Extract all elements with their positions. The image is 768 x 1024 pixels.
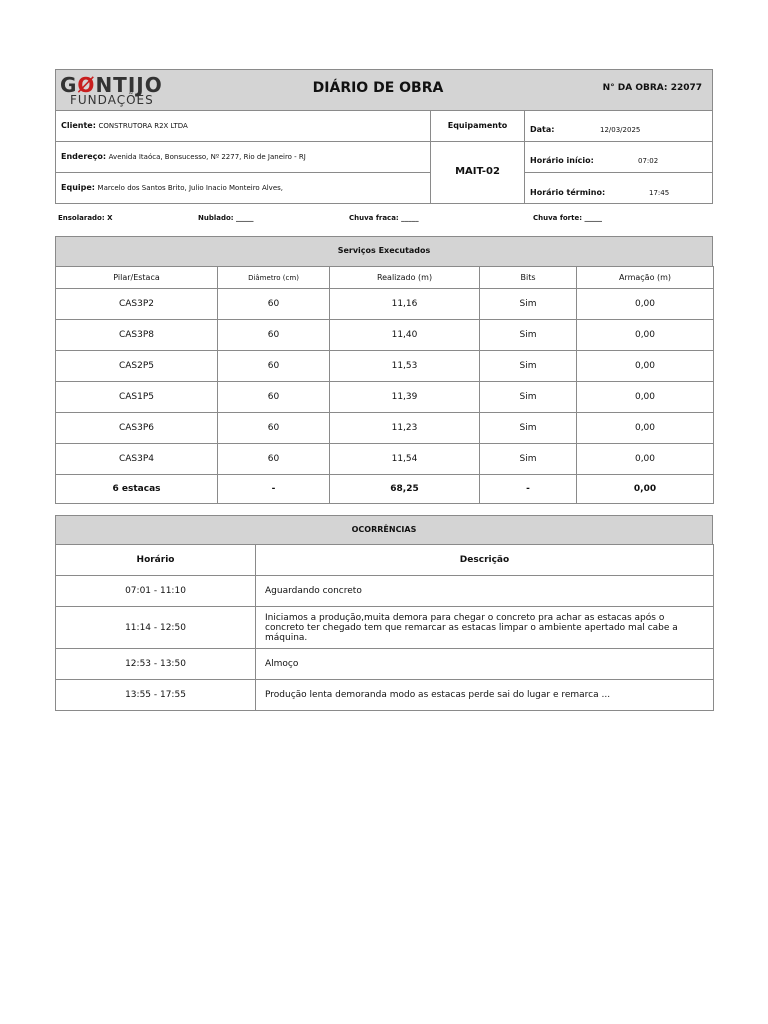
total-realizado: 68,25 <box>330 475 480 504</box>
realizado-cell: 11,54 <box>330 444 480 475</box>
column-header: Descrição <box>256 545 714 576</box>
horario-cell: 11:14 - 12:50 <box>56 607 256 649</box>
descricao-cell: Aguardando concreto <box>256 576 714 607</box>
table-row <box>56 444 714 475</box>
total-row <box>56 475 714 504</box>
weather-ensolarado: Ensolarado: X <box>58 214 113 222</box>
pilar-cell: CAS3P6 <box>56 413 218 444</box>
armacao-cell: 0,00 <box>577 382 714 413</box>
armacao-cell: 0,00 <box>577 351 714 382</box>
servicos-title-bar <box>55 236 713 267</box>
endereco-value: Avenida Itaóca, Bonsucesso, Nº 2277, Rio de Janeiro - RJ <box>108 153 306 161</box>
realizado-cell: 11,23 <box>330 413 480 444</box>
column-header: Diâmetro (cm) <box>218 267 330 289</box>
inicio-label: Horário início: <box>530 156 594 165</box>
descricao-cell: Iniciamos a produção,muita demora para chegar o concreto pra achar as estacas após o concreto ter chegado tem que remarcar as estacas limpar o ambiente apertado mal cabe a máquina. <box>256 607 714 649</box>
termino-label: Horário término: <box>530 188 606 197</box>
total-diametro: - <box>218 475 330 504</box>
table-row <box>56 320 714 351</box>
total-armacao: 0,00 <box>577 475 714 504</box>
column-header: Armação (m) <box>577 267 714 289</box>
termino-cell <box>524 172 713 204</box>
equipamento-label: Equipamento <box>447 121 508 130</box>
termino-value: 17:45 <box>649 189 670 197</box>
data-cell <box>524 110 713 142</box>
equipe-value: Marcelo dos Santos Brito, Julio Inacio Monteiro Alves, <box>97 184 283 192</box>
bits-cell: Sim <box>480 413 577 444</box>
armacao-cell: 0,00 <box>577 413 714 444</box>
ocorrencias-header-row <box>56 545 714 576</box>
bits-cell: Sim <box>480 320 577 351</box>
table-row <box>56 576 714 607</box>
table-row <box>56 289 714 320</box>
total-count: 6 estacas <box>56 475 218 504</box>
column-header: Horário <box>56 545 256 576</box>
ocorrencias-table <box>55 544 714 711</box>
armacao-cell: 0,00 <box>577 444 714 475</box>
cliente-value: CONSTRUTORA R2X LTDA <box>98 122 188 130</box>
armacao-cell: 0,00 <box>577 289 714 320</box>
realizado-cell: 11,16 <box>330 289 480 320</box>
diametro-cell: 60 <box>218 289 330 320</box>
realizado-cell: 11,53 <box>330 351 480 382</box>
servicos-table <box>55 266 714 504</box>
equipe-cell <box>55 172 431 204</box>
weather-nublado: Nublado: _____ <box>198 214 254 222</box>
table-row <box>56 382 714 413</box>
horario-cell: 12:53 - 13:50 <box>56 649 256 680</box>
cliente-label: Cliente: <box>61 121 96 130</box>
bits-cell: Sim <box>480 382 577 413</box>
diametro-cell: 60 <box>218 444 330 475</box>
table-row <box>56 649 714 680</box>
page-title: DIÁRIO DE OBRA <box>312 80 444 96</box>
ocorrencias-title: OCORRÊNCIAS <box>351 525 417 534</box>
pilar-cell: CAS2P5 <box>56 351 218 382</box>
equipe-label: Equipe: <box>61 183 95 192</box>
pilar-cell: CAS3P4 <box>56 444 218 475</box>
horario-cell: 13:55 - 17:55 <box>56 680 256 711</box>
servicos-header-row <box>56 267 714 289</box>
equipamento-value: MAIT-02 <box>455 166 500 177</box>
equipamento-value-cell <box>430 141 525 204</box>
pilar-cell: CAS3P2 <box>56 289 218 320</box>
armacao-cell: 0,00 <box>577 320 714 351</box>
realizado-cell: 11,39 <box>330 382 480 413</box>
weather-chuva-forte: Chuva forte: _____ <box>533 214 602 222</box>
data-value: 12/03/2025 <box>600 126 641 134</box>
diametro-cell: 60 <box>218 351 330 382</box>
realizado-cell: 11,40 <box>330 320 480 351</box>
bits-cell: Sim <box>480 444 577 475</box>
equipamento-label-cell <box>430 110 525 142</box>
cliente-cell <box>55 110 431 142</box>
weather-chuva-fraca: Chuva fraca: _____ <box>349 214 419 222</box>
column-header: Bits <box>480 267 577 289</box>
column-header: Realizado (m) <box>330 267 480 289</box>
table-row <box>56 351 714 382</box>
endereco-cell <box>55 141 431 173</box>
logo-wordmark: GØNTIJO <box>60 73 163 97</box>
ocorrencias-title-bar <box>55 515 713 545</box>
diametro-cell: 60 <box>218 413 330 444</box>
inicio-value: 07:02 <box>638 157 659 165</box>
table-row <box>56 607 714 649</box>
inicio-cell <box>524 141 713 173</box>
table-row <box>56 413 714 444</box>
pilar-cell: CAS1P5 <box>56 382 218 413</box>
obra-number: N° DA OBRA: 22077 <box>602 83 702 93</box>
servicos-title: Serviços Executados <box>337 246 431 255</box>
logo-subtitle: FUNDAÇÕES <box>70 93 154 107</box>
data-label: Data: <box>530 125 555 134</box>
pilar-cell: CAS3P8 <box>56 320 218 351</box>
horario-cell: 07:01 - 11:10 <box>56 576 256 607</box>
diametro-cell: 60 <box>218 382 330 413</box>
descricao-cell: Produção lenta demoranda modo as estacas perde sai do lugar e remarca ... <box>256 680 714 711</box>
total-bits: - <box>480 475 577 504</box>
descricao-cell: Almoço <box>256 649 714 680</box>
column-header: Pilar/Estaca <box>56 267 218 289</box>
bits-cell: Sim <box>480 289 577 320</box>
endereco-label: Endereço: <box>61 152 107 161</box>
table-row <box>56 680 714 711</box>
company-logo <box>56 71 166 109</box>
bits-cell: Sim <box>480 351 577 382</box>
diametro-cell: 60 <box>218 320 330 351</box>
